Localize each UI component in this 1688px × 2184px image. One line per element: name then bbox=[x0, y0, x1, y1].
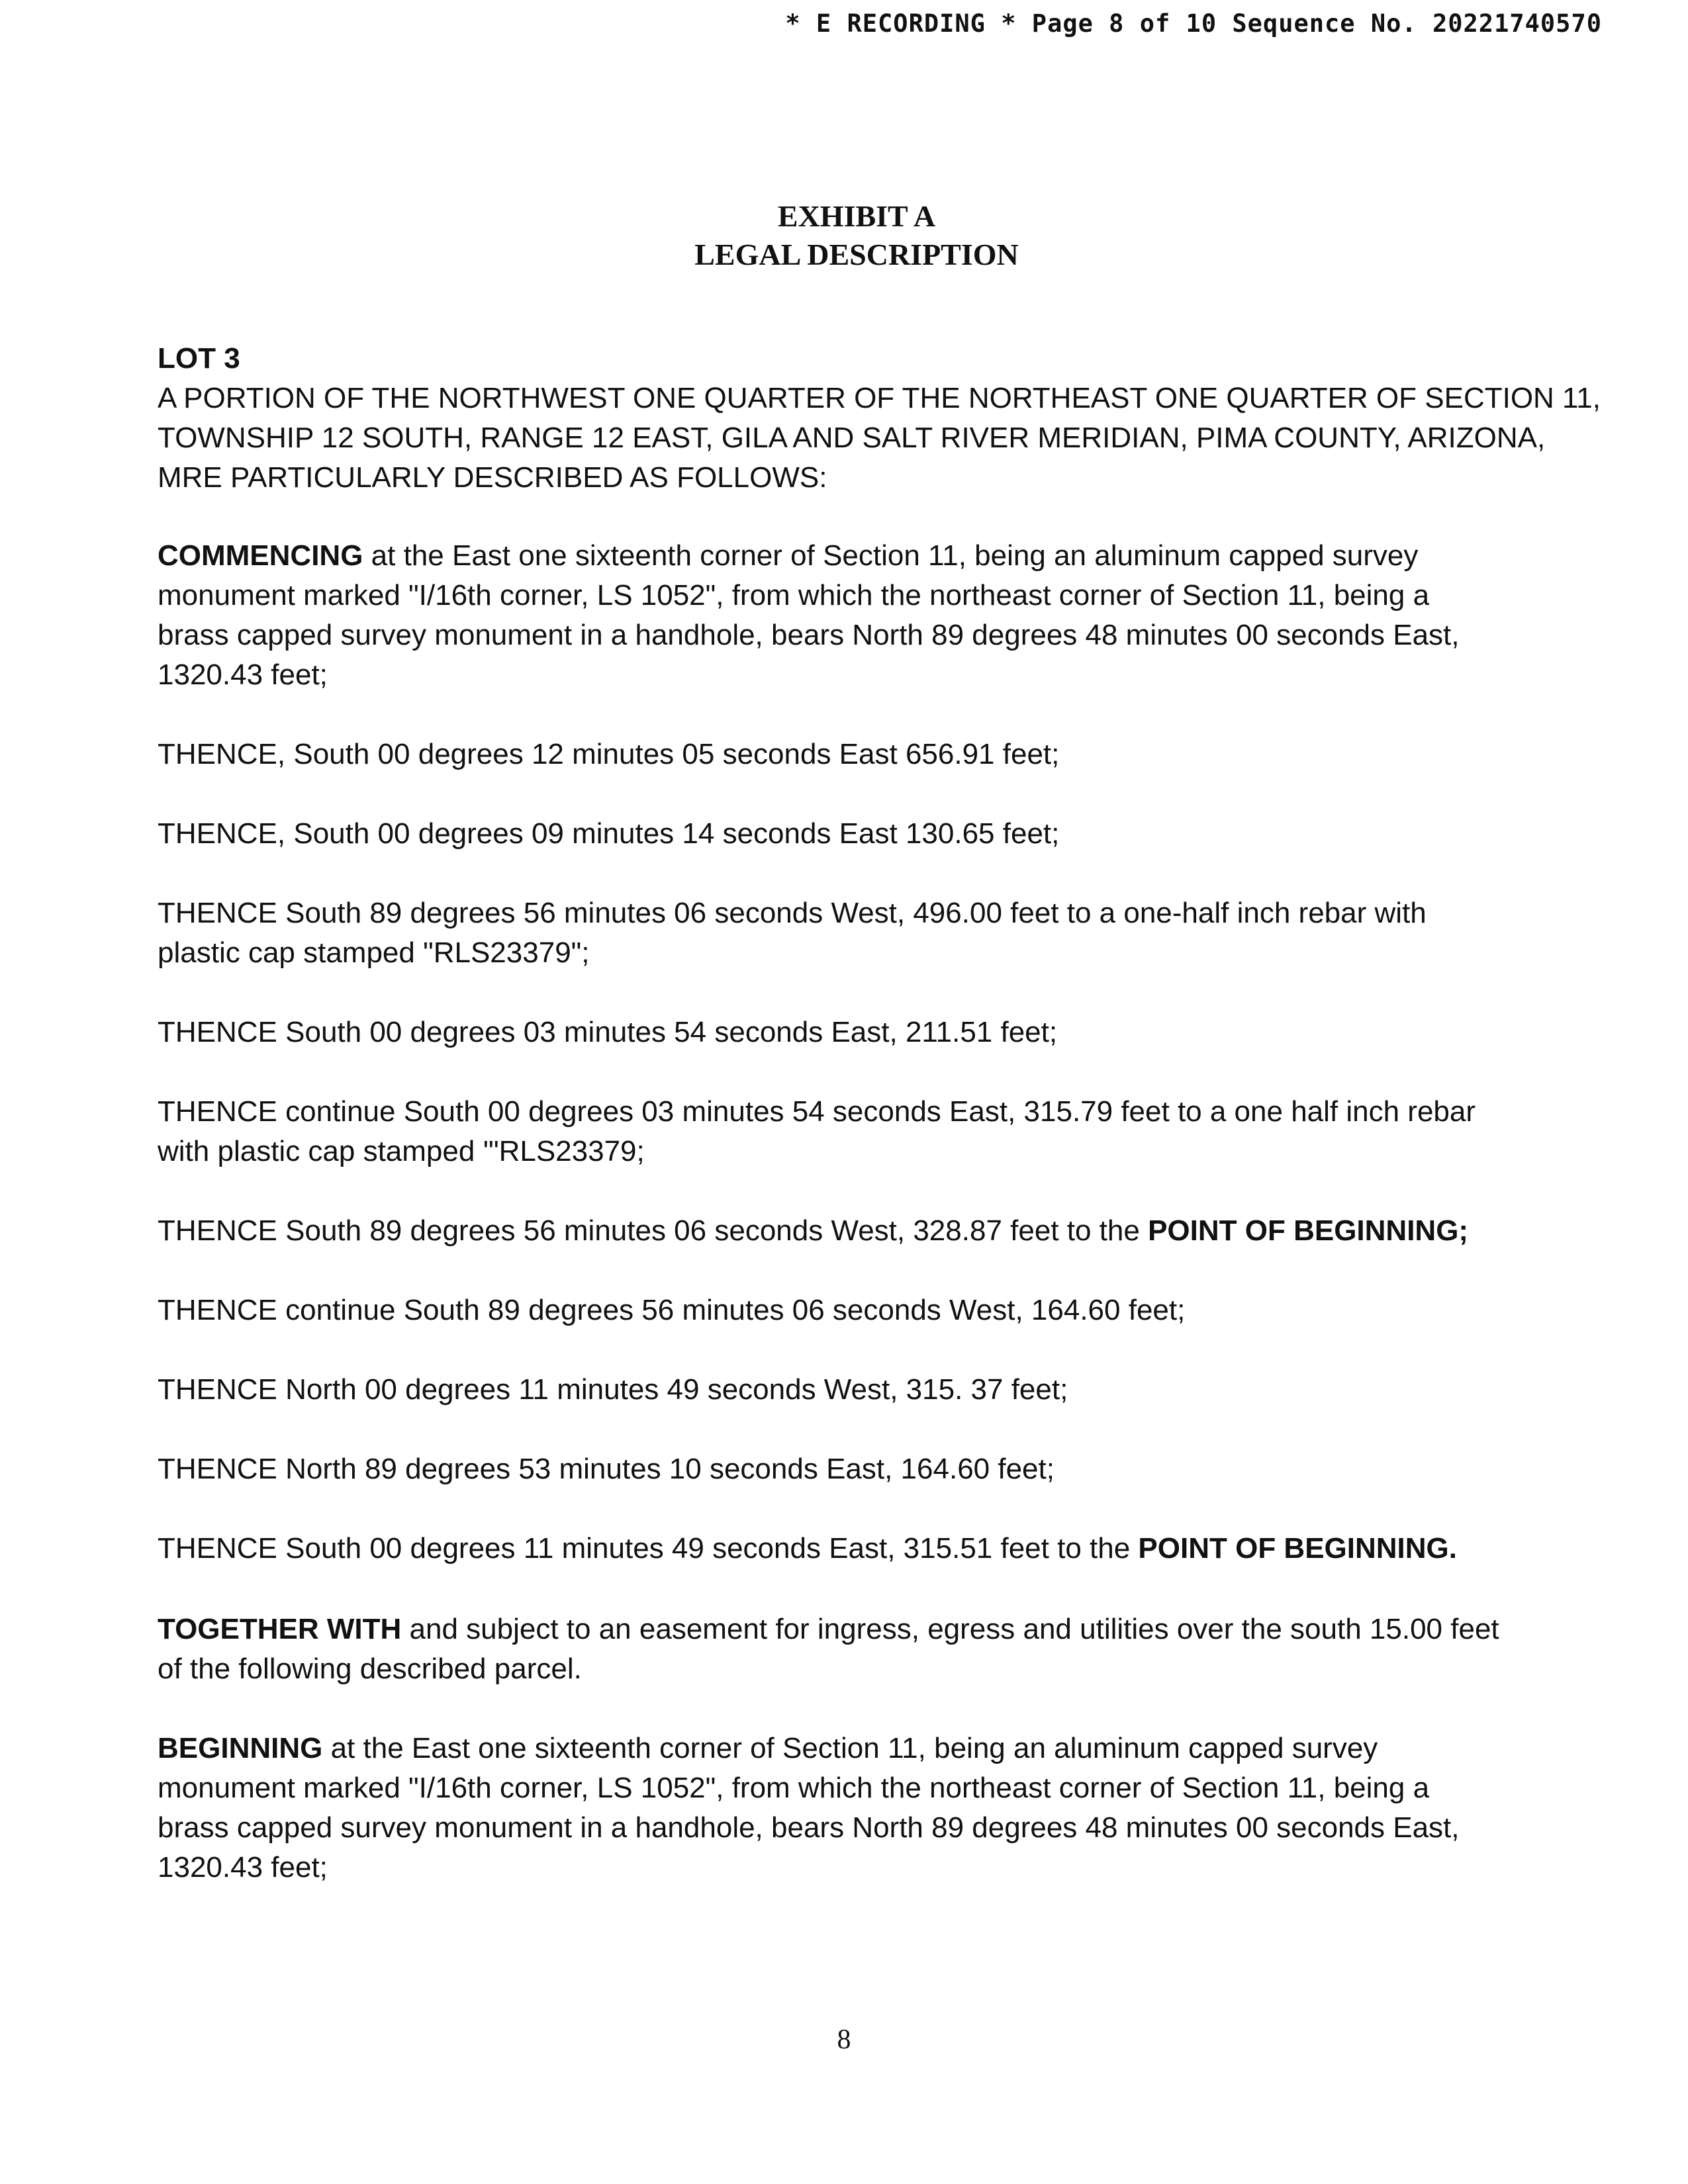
beginning-line: 1320.43 feet; bbox=[158, 1851, 328, 1884]
together-line bbox=[158, 1610, 1541, 1649]
commencing-line: brass capped survey monument in a handhole, bears North 89 degrees 48 minutes 00 seconds East, bbox=[158, 619, 1460, 651]
course-line: THENCE continue South 89 degrees 56 minutes 06 seconds West, 164.60 feet; bbox=[158, 1294, 1186, 1326]
page-number: 8 bbox=[837, 2025, 851, 2055]
together-line: of the following described parcel. bbox=[158, 1653, 582, 1685]
commencing-line bbox=[158, 536, 1541, 576]
together-text: and subject to an easement for ingress, egress and utilities over the south 15.00 feet bbox=[401, 1613, 1499, 1645]
course-paragraph bbox=[158, 1211, 1541, 1251]
commencing-line: 1320.43 feet; bbox=[158, 659, 328, 691]
course-line bbox=[158, 1529, 1541, 1569]
lot-heading: LOT 3 bbox=[158, 342, 240, 375]
lot-intro-line: TOWNSHIP 12 SOUTH, RANGE 12 EAST, GILA AND SALT RIVER MERIDIAN, PIMA COUNTY, ARIZONA, bbox=[158, 422, 1546, 454]
lot-intro-line: MRE PARTICULARLY DESCRIBED AS FOLLOWS: bbox=[158, 461, 827, 494]
together-with-paragraph bbox=[158, 1610, 1541, 1689]
commencing-line: monument marked "I/16th corner, LS 1052", from which the northeast corner of Section 11, being a bbox=[158, 579, 1430, 612]
beginning-line bbox=[158, 1729, 1541, 1768]
course-line: THENCE, South 00 degrees 09 minutes 14 seconds East 130.65 feet; bbox=[158, 817, 1060, 850]
point-of-beginning-label: POINT OF BEGINNING. bbox=[1138, 1532, 1457, 1565]
point-of-beginning-label: POINT OF BEGINNING; bbox=[1148, 1214, 1469, 1247]
course-paragraph bbox=[158, 735, 1541, 774]
course-line: THENCE North 00 degrees 11 minutes 49 seconds West, 315. 37 feet; bbox=[158, 1373, 1068, 1406]
course-line: plastic cap stamped "RLS23379"; bbox=[158, 936, 590, 969]
commencing-paragraph bbox=[158, 536, 1541, 695]
course-paragraph bbox=[158, 1291, 1541, 1330]
course-paragraph bbox=[158, 1529, 1541, 1569]
lot-heading-block bbox=[158, 339, 1601, 498]
course-text: THENCE South 89 degrees 56 minutes 06 seconds West, 328.87 feet to the bbox=[158, 1214, 1149, 1247]
recording-header: * E RECORDING * Page 8 of 10 Sequence No. 20221740570 bbox=[785, 9, 1602, 38]
course-line: THENCE, South 00 degrees 12 minutes 05 seconds East 656.91 feet; bbox=[158, 738, 1060, 770]
together-with-keyword: TOGETHER WITH bbox=[158, 1613, 402, 1645]
beginning-line: monument marked "I/16th corner, LS 1052", from which the northeast corner of Section 11, being a bbox=[158, 1772, 1430, 1804]
commencing-keyword: COMMENCING bbox=[158, 539, 363, 572]
commencing-text: at the East one sixteenth corner of Section 11, being an aluminum capped survey bbox=[363, 539, 1419, 572]
legal-description-title: LEGAL DESCRIPTION bbox=[694, 238, 1019, 271]
course-line: THENCE South 89 degrees 56 minutes 06 seconds West, 496.00 feet to a one-half inch rebar with bbox=[158, 897, 1427, 929]
course-line: THENCE continue South 00 degrees 03 minutes 54 seconds East, 315.79 feet to a one half inch rebar bbox=[158, 1095, 1476, 1128]
beginning-text: at the East one sixteenth corner of Section 11, being an aluminum capped survey bbox=[322, 1732, 1378, 1764]
course-paragraph bbox=[158, 1013, 1541, 1052]
course-line: with plastic cap stamped '"RLS23379; bbox=[158, 1135, 645, 1167]
beginning-keyword: BEGINNING bbox=[158, 1732, 323, 1764]
beginning-paragraph bbox=[158, 1729, 1541, 1888]
course-line: THENCE North 89 degrees 53 minutes 10 seconds East, 164.60 feet; bbox=[158, 1453, 1055, 1485]
course-paragraph bbox=[158, 1092, 1541, 1171]
lot-intro-line: A PORTION OF THE NORTHWEST ONE QUARTER OF THE NORTHEAST ONE QUARTER OF SECTION 11, bbox=[158, 382, 1601, 414]
exhibit-title: EXHIBIT A bbox=[777, 199, 936, 233]
course-line bbox=[158, 1211, 1541, 1251]
course-text: THENCE South 00 degrees 11 minutes 49 seconds East, 315.51 feet to the bbox=[158, 1532, 1139, 1565]
beginning-line: brass capped survey monument in a handhole, bears North 89 degrees 48 minutes 00 seconds East, bbox=[158, 1811, 1460, 1844]
course-paragraph bbox=[158, 1370, 1541, 1410]
course-line: THENCE South 00 degrees 03 minutes 54 seconds East, 211.51 feet; bbox=[158, 1016, 1058, 1048]
course-paragraph bbox=[158, 893, 1541, 973]
course-paragraph bbox=[158, 814, 1541, 854]
course-paragraph bbox=[158, 1449, 1541, 1489]
